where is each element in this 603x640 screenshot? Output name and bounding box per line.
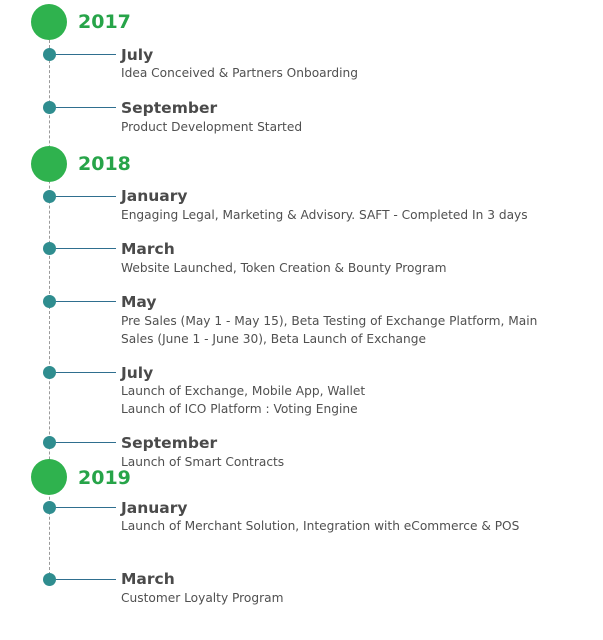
milestone-desc-2018-march: Website Launched, Token Creation & Bounty Program bbox=[121, 261, 447, 275]
milestone-month-2017-september: September bbox=[121, 99, 218, 117]
milestone-dot-2017-september bbox=[43, 101, 56, 114]
milestone-desc-2019-march: Customer Loyalty Program bbox=[121, 591, 284, 605]
milestone-dot-2018-may bbox=[43, 295, 56, 308]
milestone-connector-2018-may bbox=[56, 301, 116, 302]
milestone-month-2019-march: March bbox=[121, 570, 175, 588]
milestone-desc-2018-may-line2: Sales (June 1 - June 30), Beta Launch of Exchange bbox=[121, 332, 426, 346]
milestone-connector-2018-january bbox=[56, 196, 116, 197]
milestone-dot-2018-march bbox=[43, 242, 56, 255]
milestone-month-2018-march: March bbox=[121, 240, 175, 258]
milestone-desc-2018-january: Engaging Legal, Marketing & Advisory. SAFT - Completed In 3 days bbox=[121, 208, 528, 222]
milestone-connector-2019-january bbox=[56, 507, 116, 508]
milestone-connector-2018-september bbox=[56, 442, 116, 443]
milestone-desc-2017-september: Product Development Started bbox=[121, 120, 303, 134]
milestone-month-2018-january: January bbox=[121, 187, 188, 205]
milestone-month-2018-september: September bbox=[121, 434, 218, 452]
year-label-2019: 2019 bbox=[78, 467, 131, 489]
milestone-connector-2019-march bbox=[56, 579, 116, 580]
milestone-dot-2017-july bbox=[43, 48, 56, 61]
year-label-2017: 2017 bbox=[78, 11, 131, 33]
year-marker-2019 bbox=[31, 459, 67, 495]
milestone-desc-2018-july-line2: Launch of ICO Platform : Voting Engine bbox=[121, 402, 358, 416]
milestone-dot-2018-september bbox=[43, 436, 56, 449]
milestone-connector-2018-march bbox=[56, 248, 116, 249]
milestone-dot-2019-march bbox=[43, 573, 56, 586]
milestone-dot-2019-january bbox=[43, 501, 56, 514]
milestone-connector-2017-july bbox=[56, 54, 116, 55]
milestone-desc-2019-january: Launch of Merchant Solution, Integration with eCommerce & POS bbox=[121, 519, 520, 533]
milestone-desc-2018-september: Launch of Smart Contracts bbox=[121, 455, 285, 469]
milestone-desc-2018-may-line1: Pre Sales (May 1 - May 15), Beta Testing of Exchange Platform, Main bbox=[121, 314, 538, 328]
milestone-desc-2018-july-line1: Launch of Exchange, Mobile App, Wallet bbox=[121, 384, 366, 398]
milestone-connector-2018-july bbox=[56, 372, 116, 373]
milestone-dot-2018-january bbox=[43, 190, 56, 203]
milestone-month-2017-july: July bbox=[121, 46, 154, 64]
year-marker-2017 bbox=[31, 4, 67, 40]
year-label-2018: 2018 bbox=[78, 153, 131, 175]
milestone-month-2019-january: January bbox=[121, 499, 188, 517]
milestone-dot-2018-july bbox=[43, 366, 56, 379]
milestone-month-2018-july: July bbox=[121, 364, 154, 382]
year-marker-2018 bbox=[31, 146, 67, 182]
milestone-connector-2017-september bbox=[56, 107, 116, 108]
milestone-desc-2017-july: Idea Conceived & Partners Onboarding bbox=[121, 66, 359, 80]
milestone-month-2018-may: May bbox=[121, 293, 157, 311]
